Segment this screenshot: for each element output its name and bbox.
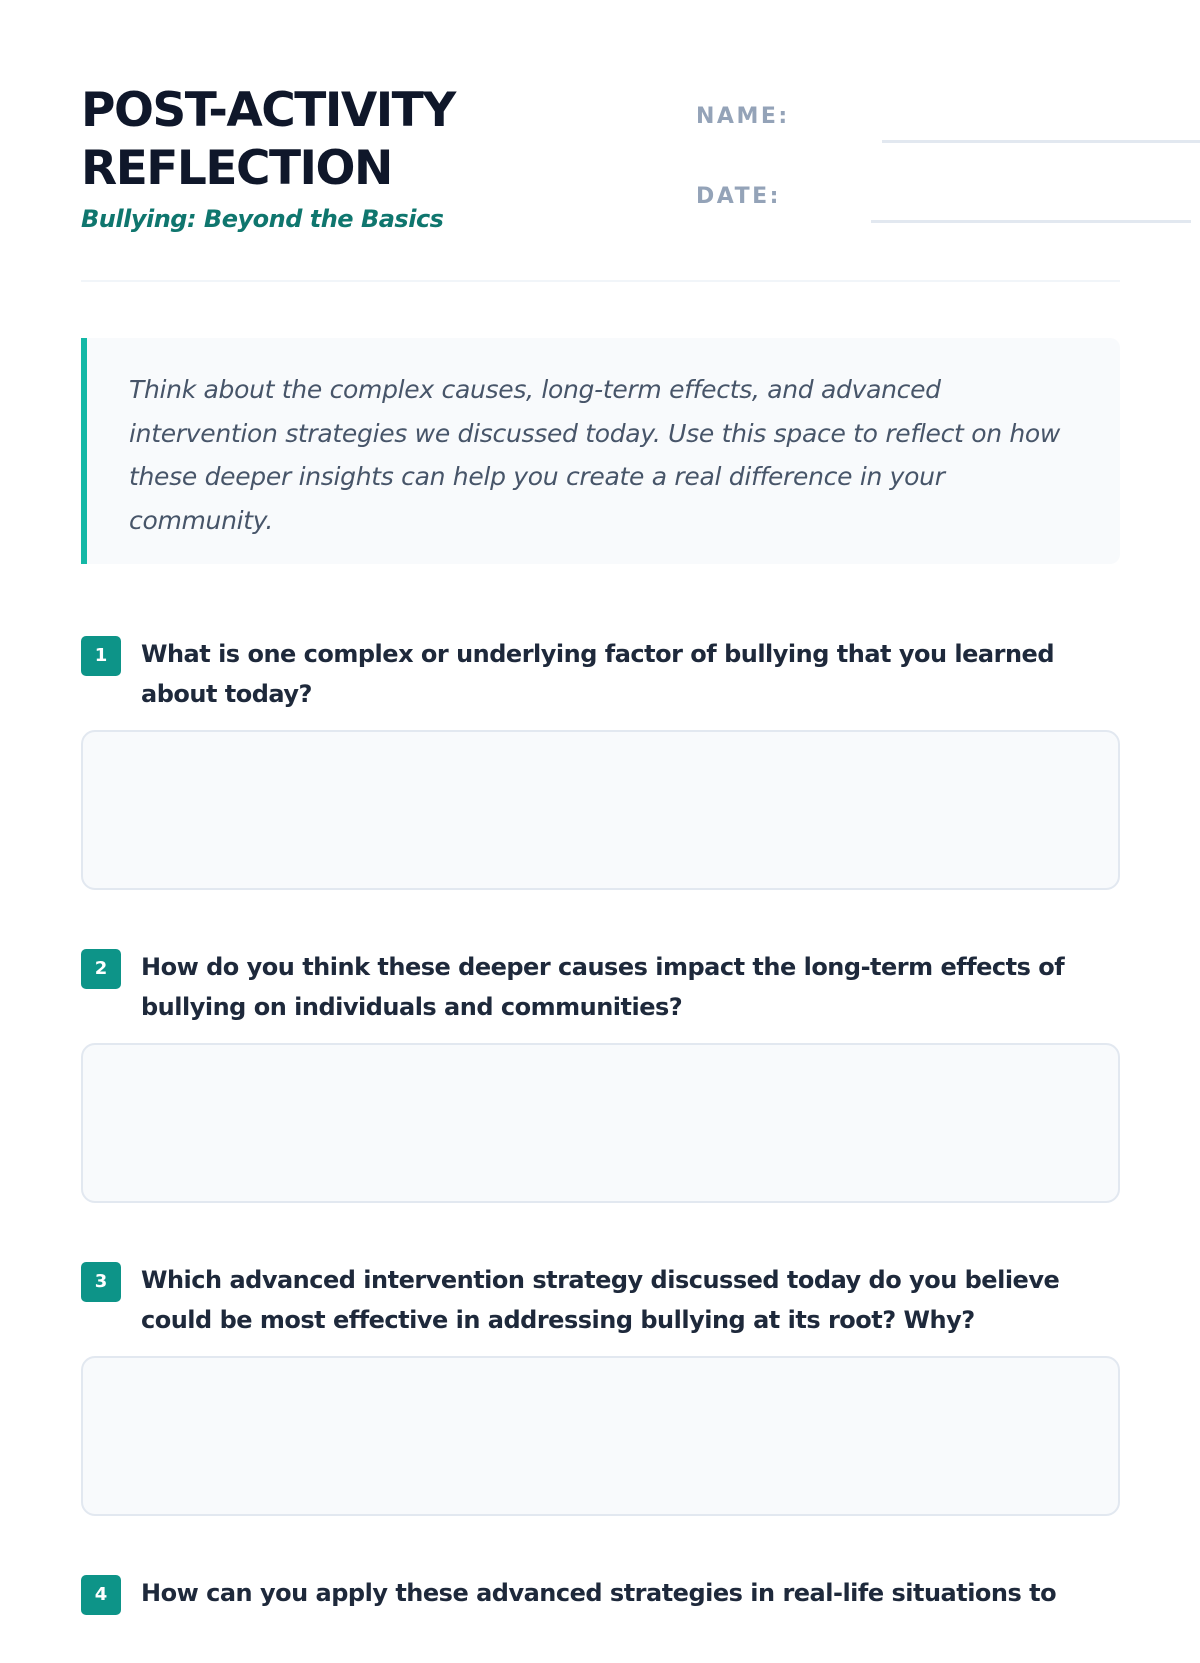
name-line[interactable] [882, 140, 1200, 143]
answer-box-1[interactable] [81, 730, 1120, 890]
title-line-1: POST-ACTIVITY [81, 83, 455, 138]
question-3 [81, 1260, 1120, 1350]
answer-box-2[interactable] [81, 1043, 1120, 1203]
question-header [81, 1573, 1120, 1663]
title-line-2: REFLECTION [81, 141, 392, 196]
question-number-badge: 1 [81, 636, 121, 676]
page-subtitle: Bullying: Beyond the Basics [81, 205, 444, 233]
intro-callout [81, 338, 1120, 564]
question-text: What is one complex or underlying factor of bullying that you learned about today? [141, 640, 1055, 708]
page-title [81, 82, 641, 198]
question-1 [81, 634, 1120, 724]
name-label: NAME: [696, 104, 790, 129]
header-divider [81, 280, 1120, 282]
answer-box-3[interactable] [81, 1356, 1120, 1516]
question-4 [81, 1573, 1120, 1663]
intro-text: Think about the complex causes, long-term effects, and advanced intervention strategies we discussed today. Use this space to reflect on how these deeper insights can help you create a real difference in your community. [129, 375, 1061, 535]
date-label: DATE: [696, 184, 781, 209]
date-line[interactable] [871, 220, 1191, 223]
question-text: Which advanced intervention strategy discussed today do you believe could be most effective in addressing bullying at its root? Why? [141, 1266, 1060, 1334]
question-number-badge: 2 [81, 949, 121, 989]
question-header [81, 947, 1120, 1037]
question-2 [81, 947, 1120, 1037]
worksheet-header [81, 82, 1120, 282]
question-text: How can you apply these advanced strategies in real-life situations to [141, 1579, 1057, 1607]
question-text: How do you think these deeper causes impact the long-term effects of bullying on individuals and communities? [141, 953, 1065, 1021]
date-field[interactable] [696, 182, 1120, 222]
name-field[interactable] [696, 102, 1120, 142]
question-number-badge: 4 [81, 1575, 121, 1615]
worksheet-page [81, 0, 1120, 1607]
question-header [81, 1260, 1120, 1350]
question-header [81, 634, 1120, 724]
question-number-badge: 3 [81, 1262, 121, 1302]
